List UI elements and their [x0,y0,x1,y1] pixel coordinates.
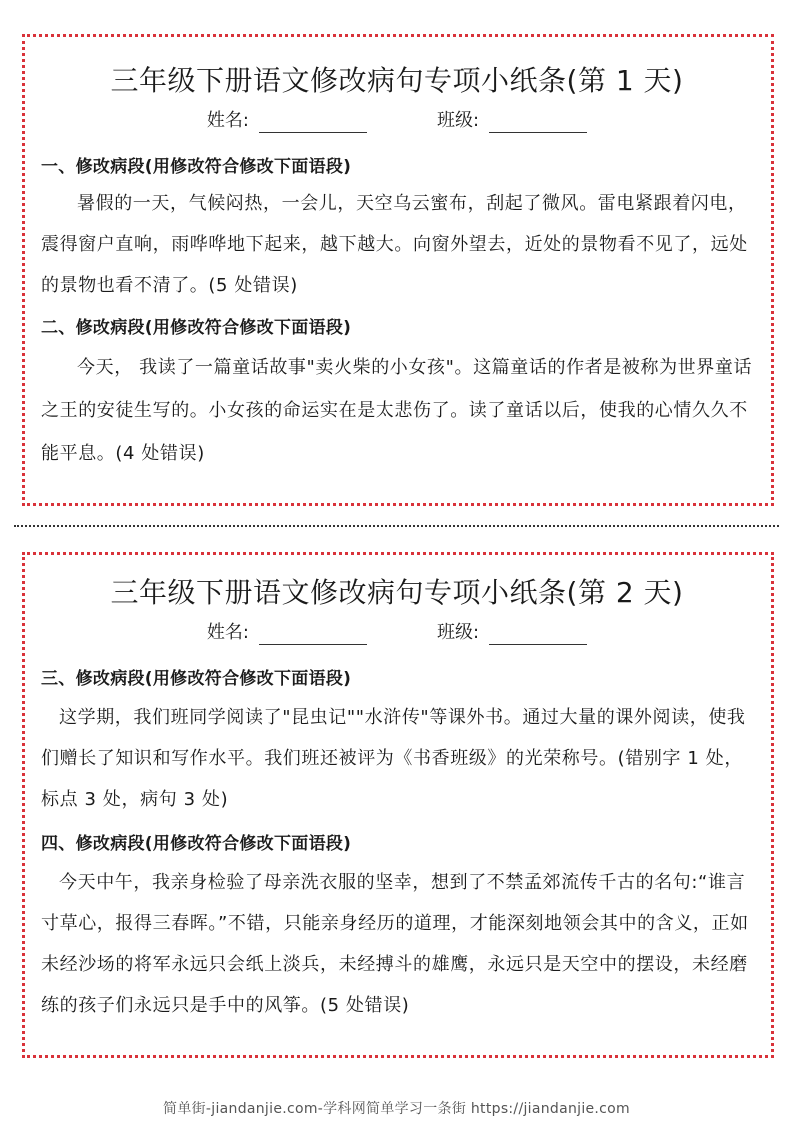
class-blank[interactable] [489,112,587,133]
worksheet-title: 三年级下册语文修改病句专项小纸条(第 1 天) [110,64,684,97]
name-field [207,621,367,645]
section-text: 这学期，我们班同学阅读了"昆虫记""水浒传"等课外书。通过大量的课外阅读，使我们赠长了知识和写作水平。我们班还被评为《书香班级》的光荣称号。(错别字 1 处，标点 3 处，病句 3 处) [41,707,746,810]
section-text: 暑假的一天，气候闷热，一会儿，天空乌云蜜布，刮起了微风。雷电紧跟着闪电，震得窗户直响，雨哗哗地下起来，越下越大。向窗外望去，近处的景物看不见了，远处的景物也看不清了。(5 处错误) [41,193,748,296]
cut-line-divider [14,525,779,527]
student-info-row [41,109,753,133]
footer-watermark: 简单街-jiandanjie.com-学科网简单学习一条街 https://jiandanjie.com [163,1101,630,1117]
name-blank[interactable] [259,112,367,133]
student-info-row [41,621,753,645]
section-heading: 二、修改病段(用修改符合修改下面语段) [41,318,352,338]
name-label: 姓名: [206,110,249,131]
worksheet-title: 三年级下册语文修改病句专项小纸条(第 2 天) [110,576,684,609]
section-heading: 一、修改病段(用修改符合修改下面语段) [41,157,352,177]
section-text: 今天中午，我亲身检验了母亲洗衣服的坚幸，想到了不禁孟郊流传千古的名句:“谁言寸草心，报得三春晖。”不错，只能亲身经历的道理，才能深刻地领会其中的含义，正如未经沙场的将军永远只会纸上淡兵，未经搏斗的雄鹰，永远只是天空中的摆设，未经磨练的孩子们永远只是手中的风筝。(5 处错误) [41,872,749,1016]
name-blank[interactable] [259,624,367,645]
class-field [437,109,587,133]
section-heading: 三、修改病段(用修改符合修改下面语段) [41,669,352,689]
class-blank[interactable] [489,624,587,645]
class-field [437,621,587,645]
section-text: 今天， 我读了一篇童话故事"卖火柴的小女孩"。这篇童话的作者是被称为世界童话之王的安徒生写的。小女孩的命运实在是太悲伤了。读了童话以后，使我的心情久久不能平息。(4 处错误) [41,357,753,464]
name-label: 姓名: [206,622,249,643]
name-field [207,109,367,133]
worksheet-day-1 [22,34,774,506]
worksheet-day-2 [22,552,774,1058]
class-label: 班级: [437,622,480,643]
class-label: 班级: [437,110,480,131]
section-heading: 四、修改病段(用修改符合修改下面语段) [41,834,352,854]
